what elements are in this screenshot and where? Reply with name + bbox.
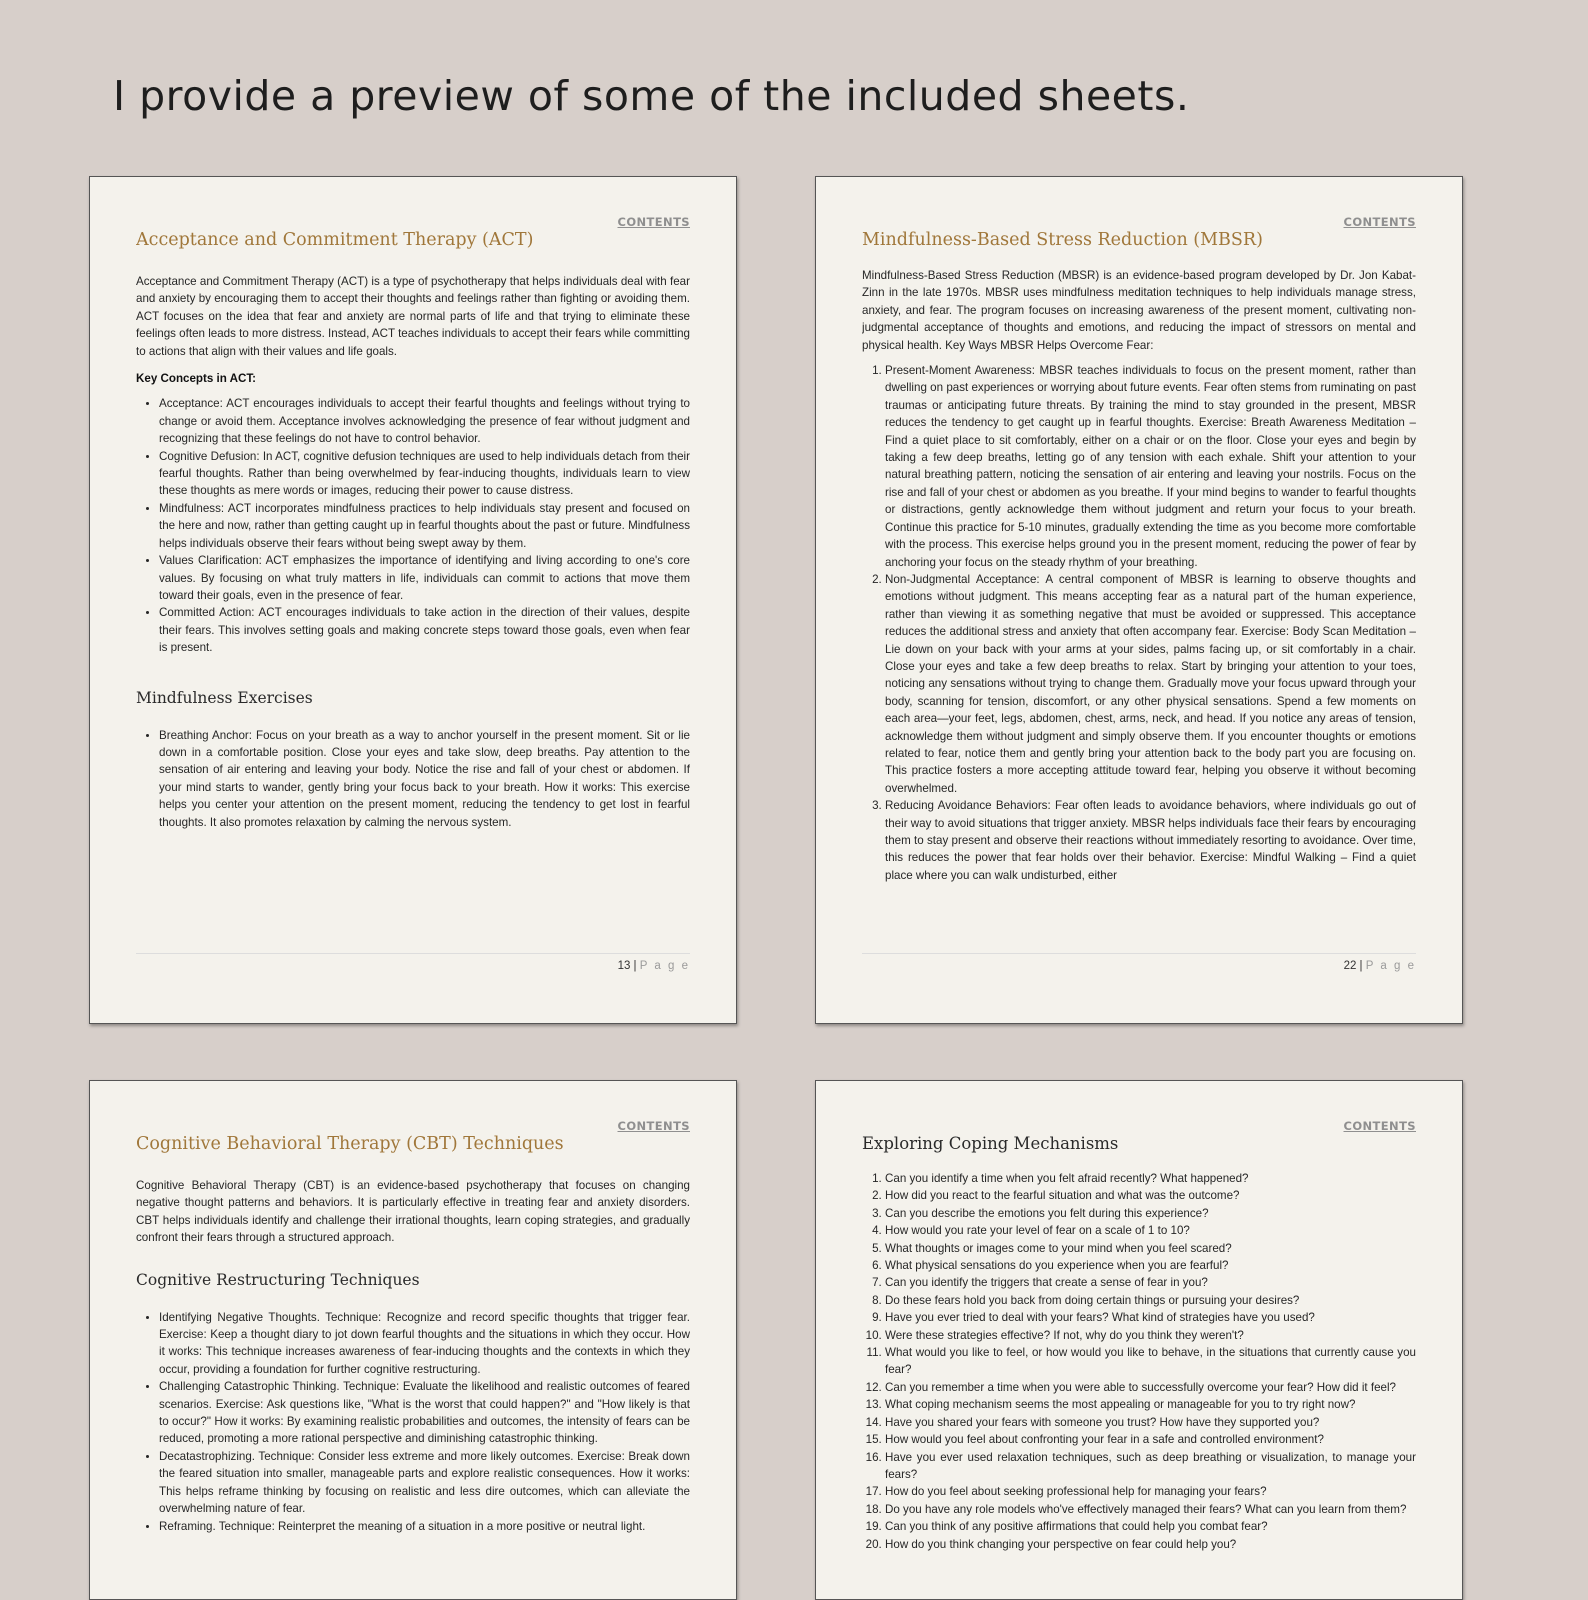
list-item: 19. Can you think of any positive affirmations that could help you combat fear?	[885, 1518, 1416, 1535]
list-item: 8. Do these fears hold you back from doing certain things or pursuing your desires?	[885, 1292, 1416, 1309]
page-footer: 22 | P a g e	[862, 953, 1416, 972]
list-item: 12. Can you remember a time when you were able to successfully overcome your fear? How did it feel?	[885, 1379, 1416, 1396]
list-item: 1. Present-Moment Awareness: MBSR teaches individuals to focus on the present moment, rather than dwelling on past experiences or worrying about future events. Fear often stems from ruminating on past traumas or anticipating future threats. By training the mind to stay grounded in the present, MBSR reduces the tendency to get caught up in fearful thoughts. Exercise: Breath Awareness Meditation – Find a quiet place to sit comfortably, either on a chair or on the floor. Close your eyes and begin by taking a few deep breaths, letting go of any tension with each exhale. Shift your attention to your natural breathing pattern, noticing the sensation of air entering and leaving your nostrils. Focus on the rise and fall of your chest or abdomen as you breathe. If your mind begins to wander to fearful thoughts or distractions, gently acknowledge them without judgment and return your focus to your breath. Continue this practice for 5-10 minutes, gradually extending the time as you become more comfortable with the process. This exercise helps ground you in the present moment, reducing the power of fear by anchoring your focus on the steady rhythm of your breathing.	[885, 362, 1416, 571]
mbsr-list	[862, 362, 1416, 884]
list-item: 15. How would you feel about confronting your fear in a safe and controlled environment?	[885, 1431, 1416, 1448]
list-item: • Identifying Negative Thoughts. Technique: Recognize and record specific thoughts that trigger fear. Exercise: Keep a thought diary to jot down fearful thoughts and the situations in which they occur. How it works: This technique increases awareness of fear-inducing thoughts and the contexts in which they occur, providing a foundation for further cognitive restructuring.	[159, 1309, 690, 1379]
list-item: • Cognitive Defusion: In ACT, cognitive defusion techniques are used to help individuals detach from their fearful thoughts. Rather than being overwhelmed by fear-inducing thoughts, individuals learn to view these thoughts as mere words or images, reducing their power to cause distress.	[159, 448, 690, 500]
list-item: • Reframing. Technique: Reinterpret the meaning of a situation in a more positive or neutral light.	[159, 1518, 690, 1535]
contents-link[interactable]: CONTENTS	[1343, 215, 1416, 229]
list-item: 5. What thoughts or images come to your mind when you feel scared?	[885, 1240, 1416, 1257]
list-item: 2. Non-Judgmental Acceptance: A central component of MBSR is learning to observe thoughts and emotions without judgment. This means accepting fear as a natural part of the human experience, rather than viewing it as something negative that must be avoided or suppressed. This acceptance reduces the additional stress and anxiety that often accompany fear. Exercise: Body Scan Meditation – Lie down on your back with your arms at your sides, palms facing up, or sit comfortably in a chair. Close your eyes and take a few deep breaths to relax. Start by bringing your attention to your toes, noticing any sensations without trying to change them. Gradually move your focus upward through your body, scanning for tension, discomfort, or any other physical sensations. Spend a few moments on each area—your feet, legs, abdomen, chest, arms, neck, and head. If you notice any areas of tension, acknowledge them without judgment and simply observe them. If you encounter thoughts or emotions related to fear, notice them and gently bring your attention back to the body part you are focusing on. This practice fosters a more accepting attitude toward fear, helping you observe it without becoming overwhelmed.	[885, 571, 1416, 797]
questions-list	[862, 1170, 1416, 1553]
list-item: • Decatastrophizing. Technique: Consider less extreme and more likely outcomes. Exercise: Break down the feared situation into smaller, manageable parts and explore realistic consequences. How it works: This helps reframe thinking by focusing on realistic and less dire outcomes, which can alleviate the overwhelming nature of fear.	[159, 1448, 690, 1518]
list-item: 1. Can you identify a time when you felt afraid recently? What happened?	[885, 1170, 1416, 1187]
sheet-title: Mindfulness-Based Stress Reduction (MBSR)	[862, 230, 1263, 250]
list-item: 16. Have you ever used relaxation techniques, such as deep breathing or visualization, to manage your fears?	[885, 1449, 1416, 1484]
list-item: 9. Have you ever tried to deal with your fears? What kind of strategies have you used?	[885, 1309, 1416, 1326]
list-item: 3. Can you describe the emotions you felt during this experience?	[885, 1205, 1416, 1222]
contents-link[interactable]: CONTENTS	[617, 215, 690, 229]
list-item: 20. How do you think changing your perspective on fear could help you?	[885, 1536, 1416, 1553]
section-subtitle: Cognitive Restructuring Techniques	[136, 1270, 420, 1289]
section-subtitle: Mindfulness Exercises	[136, 688, 313, 707]
page-word: P a g e	[639, 960, 690, 972]
list-item: 7. Can you identify the triggers that create a sense of fear in you?	[885, 1274, 1416, 1291]
list-item: • Values Clarification: ACT emphasizes the importance of identifying and living according to one's core values. By focusing on what truly matters in life, individuals can commit to actions that move them toward their goals, even in the presence of fear.	[159, 552, 690, 604]
list-item: 2. How did you react to the fearful situation and what was the outcome?	[885, 1187, 1416, 1204]
concepts-list	[136, 395, 690, 656]
sheet-act	[89, 176, 737, 1024]
list-item: • Committed Action: ACT encourages individuals to take action in the direction of their values, despite their fears. This involves setting goals and making concrete steps toward those goals, even when fear is present.	[159, 604, 690, 656]
contents-link[interactable]: CONTENTS	[1343, 1119, 1416, 1133]
sheet-cbt	[89, 1080, 737, 1600]
sheet-title: Cognitive Behavioral Therapy (CBT) Techniques	[136, 1134, 564, 1154]
list-item: 18. Do you have any role models who've effectively managed their fears? What can you learn from them?	[885, 1501, 1416, 1518]
intro-paragraph: Cognitive Behavioral Therapy (CBT) is an evidence-based psychotherapy that focuses on changing negative thought patterns and behaviors. It is particularly effective in treating fear and anxiety disorders. CBT helps individuals identify and challenge their irrational thoughts, learn coping strategies, and gradually confront their fears through a structured approach.	[136, 1179, 690, 1245]
list-item: • Acceptance: ACT encourages individuals to accept their fearful thoughts and feelings without trying to change or avoid them. Acceptance involves acknowledging the presence of fear without judgment and recognizing that these feelings do not have to control behavior.	[159, 395, 690, 447]
list-item: • Challenging Catastrophic Thinking. Technique: Evaluate the likelihood and realistic outcomes of feared scenarios. Exercise: Ask questions like, "What is the worst that could happen?" and "How likely is that to occur?" How it works: By examining realistic probabilities and outcomes, the intensity of fears can be reduced, promoting a more rational perspective and diminishing catastrophic thinking.	[159, 1378, 690, 1448]
list-item: • Breathing Anchor: Focus on your breath as a way to anchor yourself in the present moment. Sit or lie down in a comfortable position. Close your eyes and take slow, deep breaths. Pay attention to the sensation of air entering and leaving your body. Notice the rise and fall of your chest or abdomen. If your mind starts to wander, gently bring your focus back to your breath. How it works: This exercise helps you center your attention on the present moment, reducing the tendency to get lost in fearful thoughts. It also promotes relaxation by calming the nervous system.	[159, 727, 690, 831]
page-number: 22	[1343, 960, 1357, 972]
list-item: 10. Were these strategies effective? If not, why do you think they weren't?	[885, 1327, 1416, 1344]
list-item: 13. What coping mechanism seems the most appealing or manageable for you to try right now?	[885, 1396, 1416, 1413]
headline: I provide a preview of some of the included sheets.	[113, 72, 1190, 120]
list-item: 11. What would you like to feel, or how would you like to behave, in the situations that currently cause you fear?	[885, 1344, 1416, 1379]
list-item: 14. Have you shared your fears with someone you trust? How have they supported you?	[885, 1414, 1416, 1431]
list-item: 4. How would you rate your level of fear on a scale of 1 to 10?	[885, 1222, 1416, 1239]
sheet-mbsr	[815, 176, 1463, 1024]
intro-paragraph: Mindfulness-Based Stress Reduction (MBSR) is an evidence-based program developed by Dr. Jon Kabat-Zinn in the late 1970s. MBSR uses mindfulness meditation techniques to help individuals manage stress, anxiety, and fear. The program focuses on increasing awareness of the present moment, cultivating non-judgmental acceptance of thoughts and emotions, and reducing the impact of stressors on mental and physical health. Key Ways MBSR Helps Overcome Fear:	[862, 269, 1416, 352]
intro-paragraph: Acceptance and Commitment Therapy (ACT) is a type of psychotherapy that helps individuals deal with fear and anxiety by encouraging them to accept their thoughts and feelings rather than fighting or avoiding them. ACT focuses on the idea that fear and anxiety are normal parts of life and that trying to eliminate these feelings often leads to more distress. Instead, ACT teaches individuals to accept their fears while committing to actions that align with their values and life goals.	[136, 275, 690, 358]
sheet-title: Acceptance and Commitment Therapy (ACT)	[136, 230, 534, 250]
sheet-title: Exploring Coping Mechanisms	[862, 1134, 1119, 1153]
key-concepts-heading: Key Concepts in ACT:	[136, 372, 257, 386]
exercises-list	[136, 727, 690, 831]
page-footer: 13 | P a g e	[136, 953, 690, 972]
techniques-list	[136, 1309, 690, 1535]
sheet-coping	[815, 1080, 1463, 1600]
list-item: 3. Reducing Avoidance Behaviors: Fear often leads to avoidance behaviors, where individuals go out of their way to avoid situations that trigger anxiety. MBSR helps individuals face their fears by encouraging them to stay present and observe their reactions without immediately resorting to avoidance. Over time, this reduces the power that fear holds over their behavior. Exercise: Mindful Walking – Find a quiet place where you can walk undisturbed, either	[885, 797, 1416, 884]
list-item: 6. What physical sensations do you experience when you are fearful?	[885, 1257, 1416, 1274]
list-item: 17. How do you feel about seeking professional help for managing your fears?	[885, 1483, 1416, 1500]
contents-link[interactable]: CONTENTS	[617, 1119, 690, 1133]
list-item: • Mindfulness: ACT incorporates mindfulness practices to help individuals stay present and focused on the here and now, rather than getting caught up in fearful thoughts about the past or future. Mindfulness helps individuals observe their fears without being swept away by them.	[159, 500, 690, 552]
page-word: P a g e	[1365, 960, 1416, 972]
page-number: 13	[617, 960, 631, 972]
